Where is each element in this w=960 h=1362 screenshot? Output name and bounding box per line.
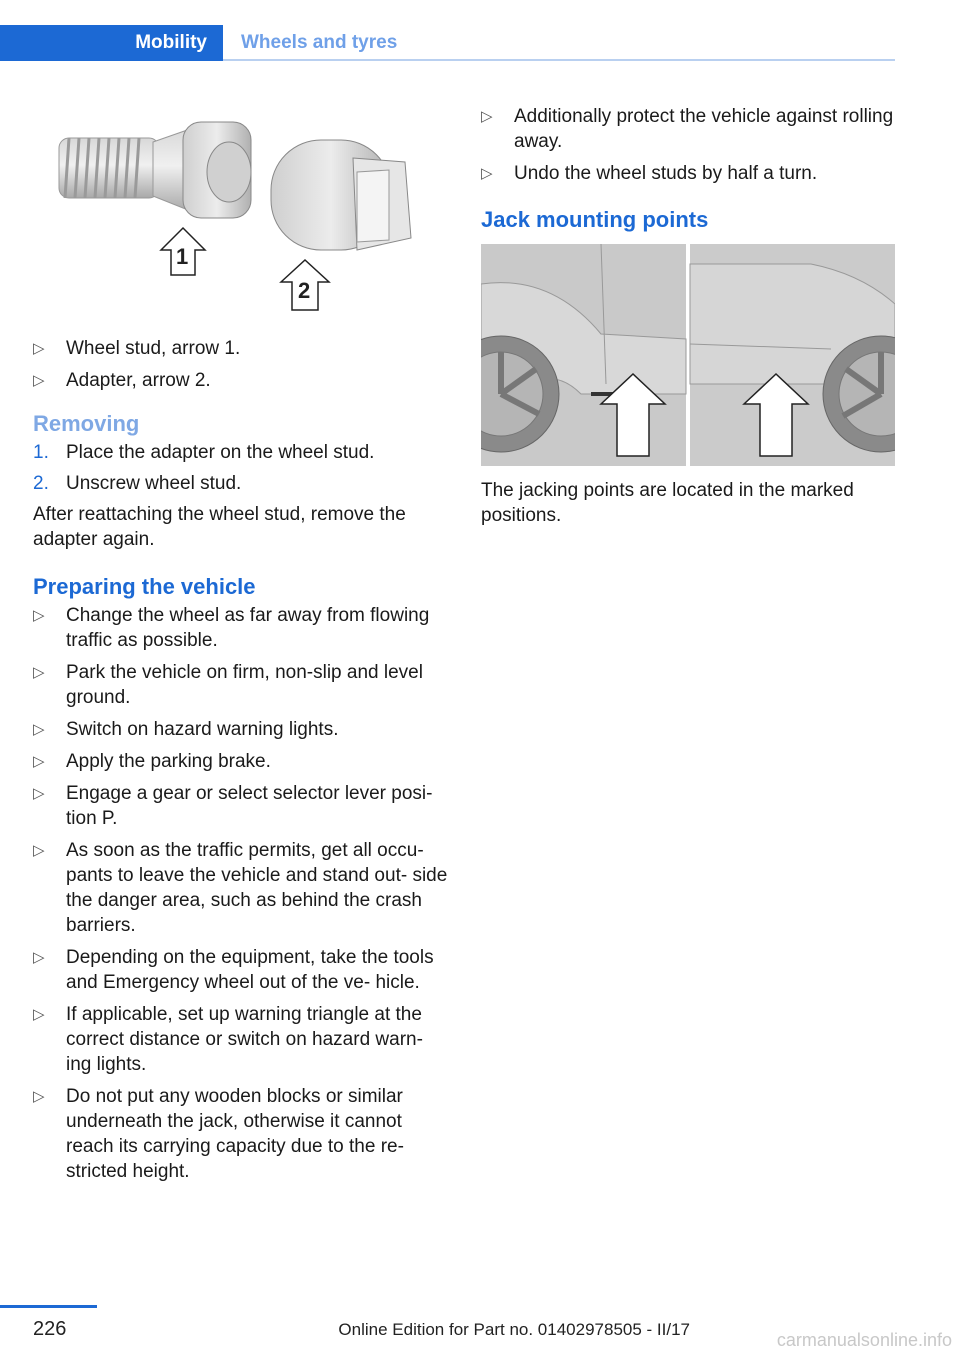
list-item: ▷ Change the wheel as far away from flowing traffic as possible. [33, 605, 430, 651]
page-header [0, 25, 895, 61]
right-column [481, 104, 895, 528]
footer-rule [0, 1305, 97, 1308]
list-item: ▷ Park the vehicle on firm, non-slip and level ground. [33, 662, 423, 708]
wheel-stud-figure [33, 100, 448, 328]
left-column [33, 100, 448, 1191]
edition-text: Online Edition for Part no. 01402978505 - II/17 [338, 1320, 690, 1339]
removing-note: After reattaching the wheel stud, remove the adapter again. [33, 504, 406, 550]
triangle-bullet-icon: ▷ [33, 753, 45, 770]
vehicle-prep-list [481, 104, 895, 186]
list-item: ▷ Depending on the equipment, take the tools and Emergency wheel out of the ve‐ hicle. [33, 947, 434, 993]
list-item: ▷ Wheel stud, arrow 1. [33, 338, 241, 359]
list-item: ▷ Engage a gear or select selector lever posi‐ tion P. [33, 783, 433, 829]
triangle-bullet-icon: ▷ [481, 108, 493, 125]
list-item: 1. Place the adapter on the wheel stud. [33, 442, 375, 463]
topic-tab: Wheels and tyres [241, 32, 398, 53]
parts-list [33, 336, 448, 393]
removing-heading: Removing [33, 411, 140, 436]
list-item: ▷ Adapter, arrow 2. [33, 370, 211, 391]
jack-heading: Jack mounting points [481, 207, 709, 232]
triangle-bullet-icon: ▷ [481, 165, 493, 182]
preparing-heading: Preparing the vehicle [33, 574, 256, 599]
list-item: ▷ If applicable, set up warning triangle at the correct distance or switch on hazard warn‐ ing lights. [33, 1004, 423, 1075]
preparing-list [33, 603, 448, 1184]
removing-steps [33, 440, 448, 496]
jack-points-figure [481, 244, 895, 466]
triangle-bullet-icon: ▷ [33, 664, 45, 681]
triangle-bullet-icon: ▷ [33, 340, 45, 357]
section-tab: Mobility [0, 25, 223, 61]
list-item: ▷ As soon as the traffic permits, get all occu‐ pants to leave the vehicle and stand out‐ side the danger area, such as behind the crash barriers. [33, 840, 448, 936]
jack-caption: The jacking points are located in the marked positions. [481, 480, 854, 526]
arrow-1-label: 1 [176, 244, 189, 269]
list-item: 2. Unscrew wheel stud. [33, 473, 242, 494]
arrow-2-label: 2 [298, 278, 311, 303]
watermark: carmanualsonline.info [776, 1330, 952, 1350]
page-number: 226 [33, 1318, 67, 1340]
list-item: ▷ Additionally protect the vehicle against rolling away. [481, 106, 894, 152]
triangle-bullet-icon: ▷ [33, 785, 45, 802]
header-rule [223, 59, 895, 61]
triangle-bullet-icon: ▷ [33, 842, 45, 859]
list-item: ▷ Undo the wheel studs by half a turn. [481, 163, 818, 184]
triangle-bullet-icon: ▷ [33, 1088, 45, 1105]
triangle-bullet-icon: ▷ [33, 949, 45, 966]
triangle-bullet-icon: ▷ [33, 1006, 45, 1023]
triangle-bullet-icon: ▷ [33, 372, 45, 389]
list-item: ▷ Switch on hazard warning lights. [33, 719, 339, 740]
triangle-bullet-icon: ▷ [33, 607, 45, 624]
list-item: ▷ Do not put any wooden blocks or similar underneath the jack, otherwise it cannot reach its carrying capacity due to the re‐ stricted height. [33, 1086, 404, 1182]
adapter [271, 140, 411, 250]
triangle-bullet-icon: ▷ [33, 721, 45, 738]
stud-thread [59, 122, 251, 218]
list-item: ▷ Apply the parking brake. [33, 751, 271, 772]
